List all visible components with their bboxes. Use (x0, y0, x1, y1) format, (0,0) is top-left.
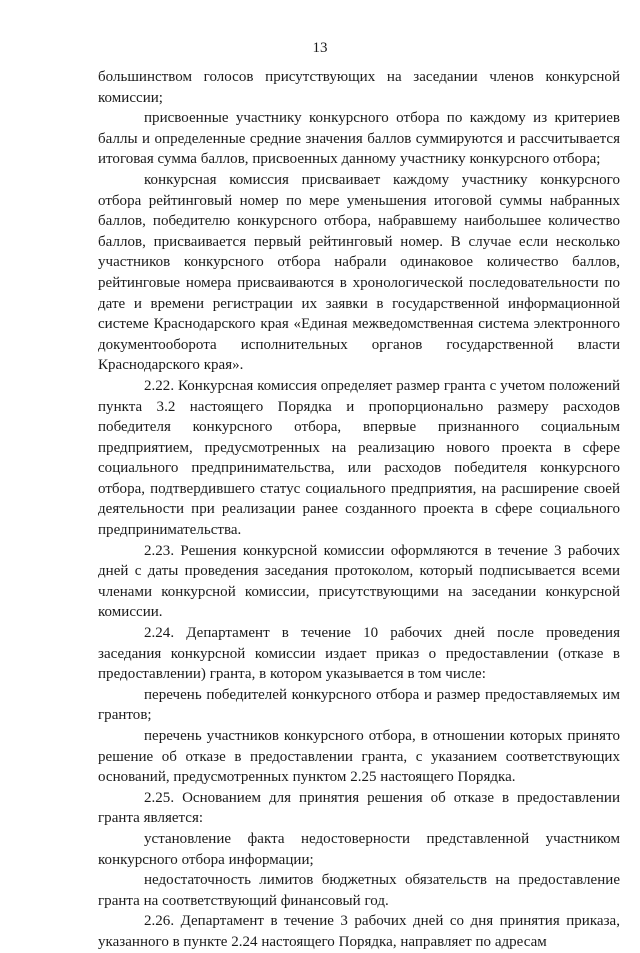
paragraph: перечень участников конкурсного отбора, в отношении которых принято решение об отказе в предоставлении гранта, с указанием соответствующих оснований, предусмотренных пунктом 2.25 настоящего Порядка. (98, 728, 620, 786)
paragraph: установление факта недостоверности представленной участником конкурсного отбора информации; (98, 830, 620, 868)
paragraph: недостаточность лимитов бюджетных обязательств на предоставление гранта на соответствующий финансовый год. (98, 872, 620, 909)
paragraph-2-26: 2.26. Департамент в течение 3 рабочих дней со дня принятия приказа, указанного в пункте 2.24 настоящего Порядка, направляет по адресам (98, 913, 620, 950)
paragraph-2-22: 2.22. Конкурсная комиссия определяет размер гранта с учетом положений пункта 3.2 настоящего Порядка и пропорционально размеру расходов победителя конкурсного отбора, впервые признанного социальным предприятием, предусмотренных на реализацию нового проекта в сфере социального предпринимательства, или расходов победителя конкурсного отбора, подтвердившего статус социального предприятия, на расширение своей деятельности при реализации ранее созданного проекта в сфере социального предпринимательства. (98, 377, 620, 539)
page-number: 13 (312, 40, 328, 56)
paragraph: большинством голосов присутствующих на заседании членов конкурсной комиссии; (98, 69, 620, 106)
paragraph-2-24: 2.24. Департамент в течение 10 рабочих дней после проведения заседания конкурсной комиссии издает приказ о предоставлении (отказе в предоставлении) гранта, в котором указывается в том числе: (98, 625, 620, 683)
paragraph-2-23: 2.23. Решения конкурсной комиссии оформляются в течение 3 рабочих дней с даты проведения заседания протоколом, который подписывается всеми членами конкурсной комиссии, присутствующими на заседании конкурсной комиссии. (98, 542, 620, 621)
paragraph-2-25: 2.25. Основанием для принятия решения об отказе в предоставлении гранта является: (98, 789, 620, 827)
paragraph: конкурсная комиссия присваивает каждому участнику конкурсного отбора рейтинговый номер по мере уменьшения итоговой суммы набранных баллов, победителю конкурсного отбора, набравшему наибольшее количество баллов, присваивается первый рейтинговый номер. В случае если несколько участников конкурсного отбора набрали одинаковое количество баллов, рейтинговые номера присваиваются в хронологической последовательности по дате и времени регистрации их заявки в государственной информационной системе Краснодарского края «Единая межведомственная система электронного документооборота исполнительных органов государственной власти Краснодарского края». (98, 171, 620, 374)
document-body (98, 67, 620, 953)
paragraph: присвоенные участнику конкурсного отбора по каждому из критериев баллы и определенные средние значения баллов суммируются и рассчитывается итоговая сумма баллов, присвоенных данному участнику конкурсного отбора; (98, 110, 620, 168)
paragraph: перечень победителей конкурсного отбора и размер предоставляемых им грантов; (98, 686, 620, 724)
